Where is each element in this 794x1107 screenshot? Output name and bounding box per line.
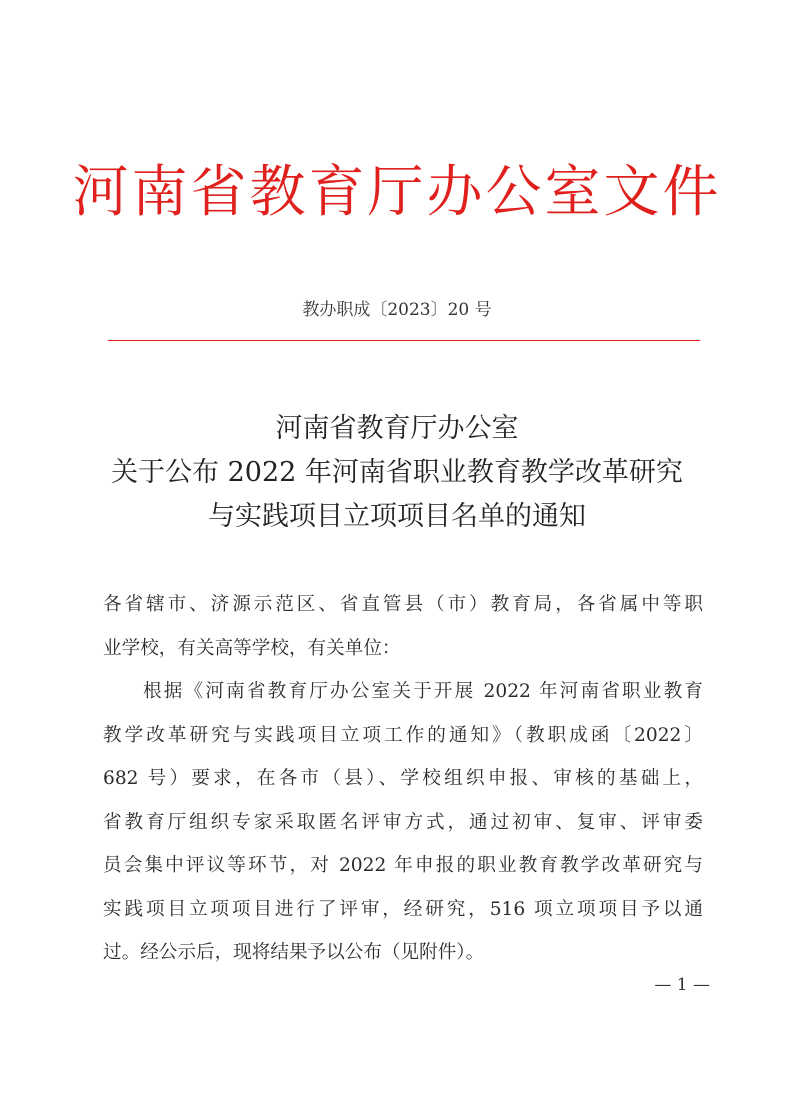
document-number: 教办职成〔2023〕20 号 [302, 300, 492, 320]
masthead-title: 河南省教育厅办公室文件 [72, 160, 722, 225]
page-number: — 1 — [654, 975, 710, 995]
addressee-line: 业学校，有关高等学校，有关单位： [103, 637, 401, 659]
title-line: 关于公布 2022 年河南省职业教育教学改革研究 [111, 457, 683, 488]
body-text-line: 过。经公示后，现将结果予以公布（见附件）。 [103, 942, 485, 963]
title-line: 河南省教育厅办公室 [275, 413, 519, 444]
body-text-line: 682 号）要求，在各市（县）、学校组织申报、审核的基础上， [103, 768, 703, 789]
red-divider-line [108, 340, 700, 341]
body-text-line: 实践项目立项项目进行了评审，经研究，516 项立项项目予以通 [103, 898, 703, 920]
notice-title [60, 407, 734, 539]
body-text-line: 省教育厅组织专家采取匿名评审方式，通过初审、复审、评审委 [103, 811, 703, 833]
notice-body [103, 583, 703, 975]
addressee-line: 各省辖市、济源示范区、省直管县（市）教育局，各省属中等职 [103, 594, 703, 615]
title-line: 与实践项目立项项目名单的通知 [208, 501, 586, 532]
body-text-line: 根据《河南省教育厅办公室关于开展 2022 年河南省职业教育 [143, 681, 703, 702]
body-text-line: 员会集中评议等环节，对 2022 年申报的职业教育教学改革研究与 [103, 855, 703, 876]
body-text-line: 教学改革研究与实践项目立项工作的通知》（教职成函〔2022〕 [103, 724, 703, 746]
